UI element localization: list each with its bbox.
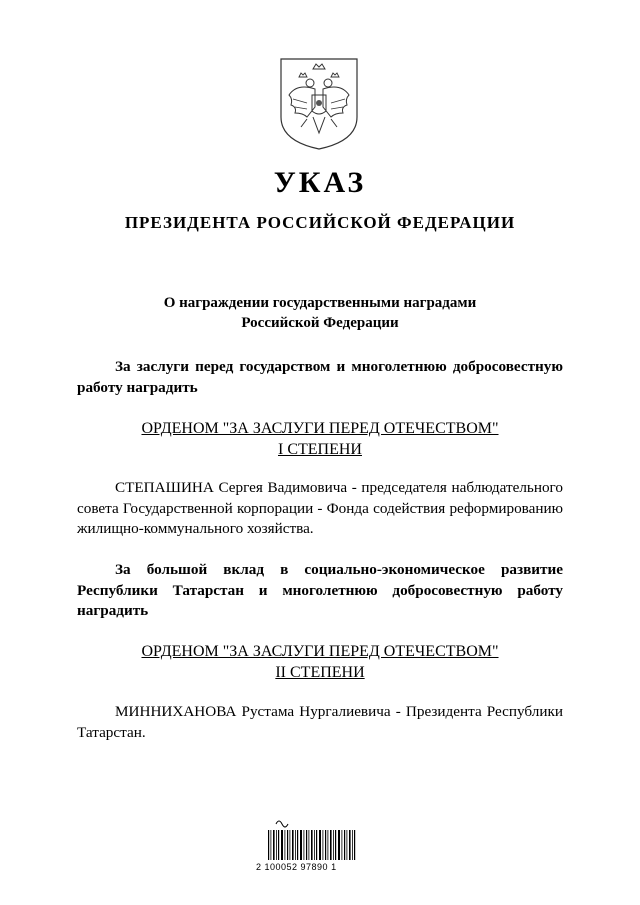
award-intro-2: За большой вклад в социально-экономическое развитие Республики Татарстан и многолетнюю добросовестную работу наградить: [77, 561, 563, 619]
recipient-2: МИННИХАНОВА Рустама Нургалиевича - Президента Республики Татарстан.: [77, 703, 563, 741]
document-title: УКАЗ: [273, 166, 367, 199]
order-heading-1: [0, 418, 640, 460]
document-issuer: ПРЕЗИДЕНТА РОССИЙСКОЙ ФЕДЕРАЦИИ: [124, 213, 516, 232]
order-degree-2: II СТЕПЕНИ: [275, 664, 365, 681]
document-subject: [0, 293, 640, 333]
order-name-2: ОРДЕНОМ "ЗА ЗАСЛУГИ ПЕРЕД ОТЕЧЕСТВОМ": [141, 643, 499, 660]
subject-line-2: Российской Федерации: [241, 315, 399, 331]
award-intro-1: За заслуги перед государством и многолетнюю добросовестную работу наградить: [77, 358, 563, 396]
order-name-1: ОРДЕНОМ "ЗА ЗАСЛУГИ ПЕРЕД ОТЕЧЕСТВОМ": [141, 420, 499, 437]
subject-line-1: О награждении государственными наградами: [163, 295, 477, 311]
coat-of-arms-emblem: [277, 55, 361, 151]
barcode-number: 2 100052 97890 1: [256, 862, 337, 872]
recipient-1: СТЕПАШИНА Сергея Вадимовича - председателя наблюдательного совета Государственной корпорации - Фонда содействия реформированию жилищно-коммунального хозяйства.: [77, 479, 563, 537]
order-degree-1: I СТЕПЕНИ: [278, 441, 362, 458]
order-heading-2: [0, 641, 640, 683]
